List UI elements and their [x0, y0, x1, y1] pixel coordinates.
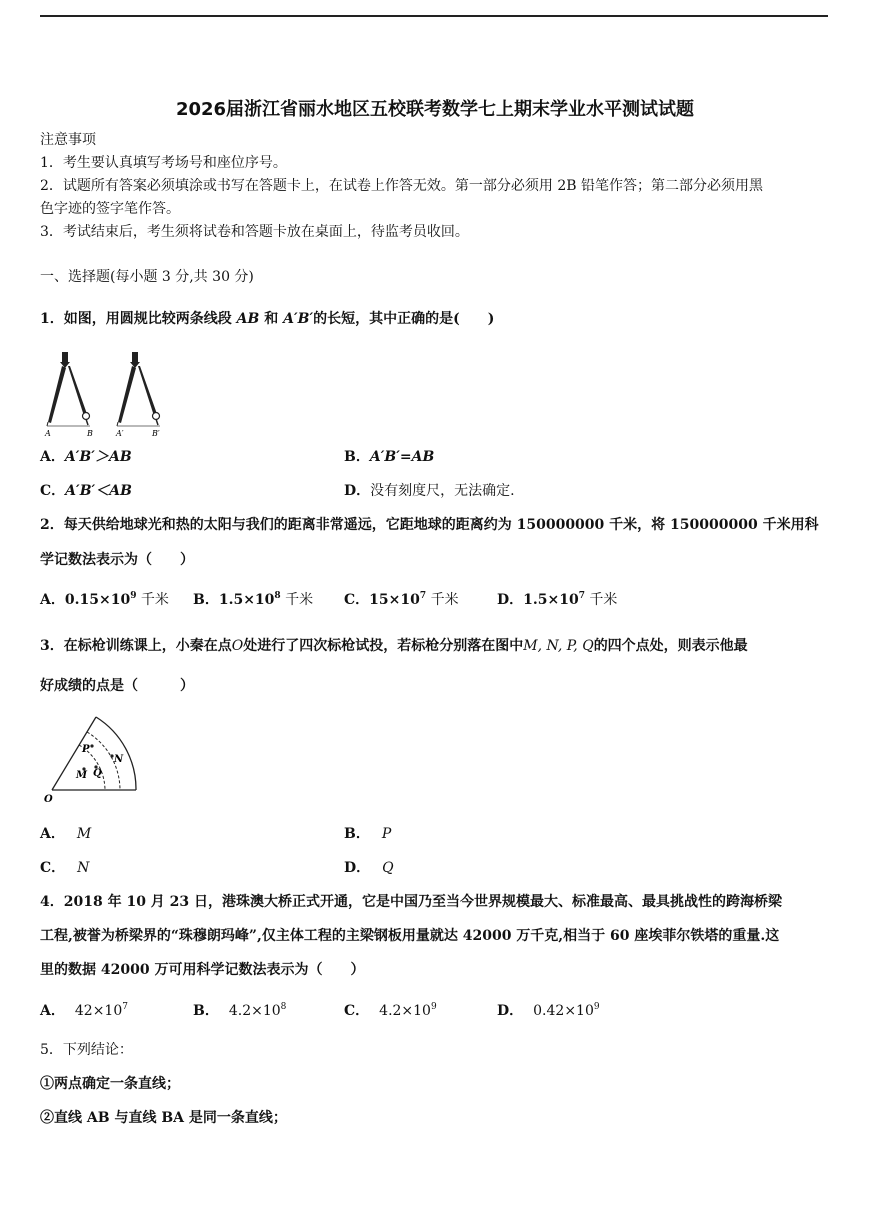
q5-item: ②直线 AB 与直线 BA 是同一条直线；: [40, 1110, 287, 1126]
section-heading: 一、选择题(每小题 3 分,共 30 分): [40, 269, 254, 285]
javelin-figure: [40, 712, 150, 807]
compass-left: [47, 352, 90, 426]
q5-item: ①两点确定一条直线；: [40, 1076, 180, 1092]
question-1-stem: 1．如图，用圆规比较两条线段 AB 和 A′B′的长短，其中正确的是( ): [40, 311, 495, 327]
point-o: O: [44, 794, 53, 805]
q4-option-d: D． $0.42\times 10^9$: [497, 1002, 600, 1019]
question-3-line: 好成绩的点是（ ）: [40, 678, 194, 694]
notice-line: 1．考生要认真填写考场号和座位序号。: [40, 155, 287, 171]
q4-option-a: A． $42\times 10^7$: [40, 1002, 128, 1019]
question-3-line: 3．在标枪训练课上，小秦在点O处进行了四次标枪试投，若标枪分别落在图中M, N, P, Q的四个点处，则表示他最: [40, 638, 748, 654]
compass-figure: [40, 350, 170, 440]
point-m: M: [76, 770, 88, 781]
page-title: 2026届浙江省丽水地区五校联考数学七上期末学业水平测试试题: [175, 99, 695, 120]
label-a: A: [45, 429, 51, 438]
q3-option-b: B． P: [344, 826, 392, 842]
question-5-heading: 5．下列结论：: [40, 1042, 133, 1058]
label-b: B: [87, 429, 93, 438]
label-b-prime: B′: [152, 429, 160, 438]
q4-option-c: C． $4.2\times 10^9$: [344, 1002, 437, 1019]
q2-option-c: C．$15\times 10^7$ 千米: [344, 591, 459, 608]
q4-option-b: B． $4.2\times 10^8$: [193, 1002, 287, 1019]
q1-option-a: A．A′B′＞AB: [40, 449, 132, 465]
notice-line: 3．考试结束后，考生须将试卷和答题卡放在桌面上，待监考员收回。: [40, 224, 469, 240]
q1-option-b: B．A′B′=AB: [344, 449, 435, 465]
question-4-line: 工程,被誉为桥梁界的“珠穆朗玛峰”,仅主体工程的主梁钢板用量就达 42000 万千克,相当于 60 座埃菲尔铁塔的重量.这: [40, 928, 780, 944]
notice-heading: 注意事项: [40, 132, 96, 148]
notice-line: 色字迹的签字笔作答。: [40, 201, 180, 217]
q2-option-b: B．$1.5\times 10^8$ 千米: [193, 591, 314, 608]
q1-option-d: D．没有刻度尺，无法确定.: [344, 483, 515, 499]
point-n: N: [114, 754, 124, 765]
notice-line: 2．试题所有答案必须填涂或书写在答题卡上，在试卷上作答无效。第一部分必须用 2B 铅笔作答；第二部分必须用黑: [40, 178, 763, 194]
q3-option-a: A． M: [40, 826, 92, 842]
question-2-line: 2．每天供给地球光和热的太阳与我们的距离非常遥远，它距地球的距离约为 150000000 千米，将 150000000 千米用科: [40, 517, 819, 533]
question-4-line: 里的数据 42000 万可用科学记数法表示为（ ）: [40, 962, 365, 978]
header-rule: [40, 15, 828, 17]
question-4-line: 4．2018 年 10 月 23 日，港珠澳大桥正式开通，它是中国乃至当今世界规模最大、标准最高、最具挑战性的跨海桥梁: [40, 894, 783, 910]
point-q: Q: [93, 768, 102, 779]
compass-right: [117, 352, 160, 426]
label-a-prime: A′: [116, 429, 124, 438]
q1-option-c: C．A′B′＜AB: [40, 483, 132, 499]
q2-option-d: D．$1.5\times 10^7$ 千米: [497, 591, 618, 608]
q3-option-d: D． Q: [344, 860, 394, 876]
q3-option-c: C． N: [40, 860, 90, 876]
q2-option-a: A．$0.15\times 10^9$ 千米: [40, 591, 169, 608]
point-p: P: [82, 744, 90, 755]
question-2-line: 学记数法表示为（ ）: [40, 552, 194, 568]
